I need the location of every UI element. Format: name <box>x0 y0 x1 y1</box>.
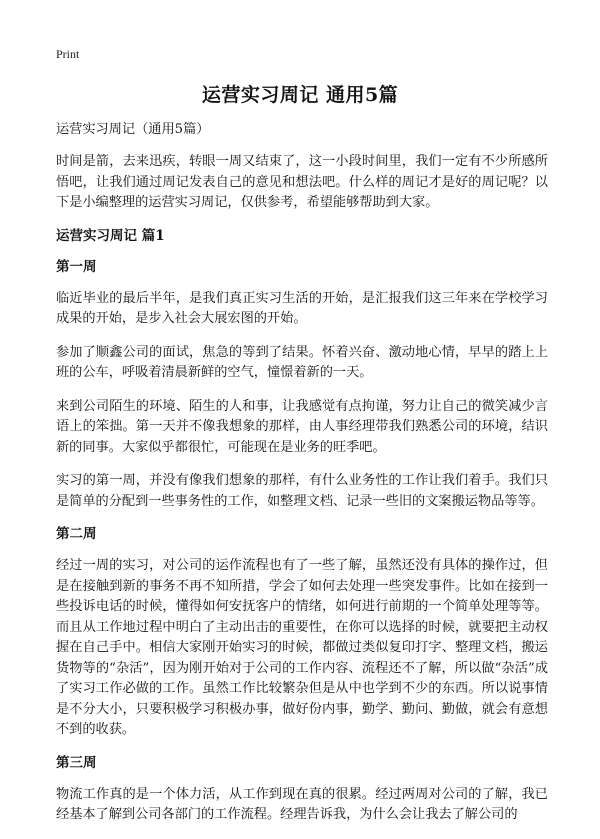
week-1-paragraph-2: 参加了顺鑫公司的面试，焦急的等到了结果。怀着兴奋、激动地心情，早早的踏上上班的公车，呼吸着清晨新鲜的空气，憧憬着新的一天。 <box>56 344 548 380</box>
week-2-paragraph-1: 经过一周的实习，对公司的运作流程也有了一些了解，虽然还没有具体的操作过，但是在接触到新的事务不再不知所措，学会了如何去处理一些突发事件。比如在接到一些投诉电话的时候，懂得如何安抚客户的情绪，如何进行前期的一个简单处理等等。而且从工作地过程中明白了主动出击的重要性，在你可以选择的时候，就要把主动权握在自己手中。相信大家刚开始实习的时候，都做过类似复印打字、整理文档，搬运货物等的“杂活”，因为刚开始对于公司的工作内容、流程还不了解，所以做“杂活”成了实习工作必做的工作。虽然工作比较繁杂但是从中也学到不少的东西。所以说事情是不分大小，只要积极学习积极办事，做好份内事，勤学、勤问、勤做，就会有意想不到的收获。 <box>56 558 548 737</box>
week-3-heading: 第三周 <box>56 754 97 771</box>
week-1-paragraph-1: 临近毕业的最后半年，是我们真正实习生活的开始，是汇报我们这三年来在学校学习成果的开始，是步入社会大展宏图的开始。 <box>56 290 548 326</box>
page-title: 运营实习周记 通用5篇 <box>201 84 399 106</box>
week-1-paragraph-4: 实习的第一周，并没有像我们想象的那样，有什么业务性的工作让我们着手。我们只是简单的分配到一些事务性的工作，如整理文档、记录一些旧的文案搬运物品等等。 <box>56 473 548 509</box>
week-3-paragraph-1: 物流工作真的是一个体力活，从工作到现在真的很累。经过两周对公司的了解，我已经基本了解到公司各部门的工作流程。经理告诉我，为什么会让我去了解公司的 <box>56 786 548 822</box>
document-body <box>56 120 548 839</box>
document-subtitle: 运营实习周记（通用5篇） <box>56 122 210 137</box>
print-link[interactable]: Print <box>56 47 80 61</box>
week-2-heading: 第二周 <box>56 526 97 542</box>
week-1-heading: 第一周 <box>56 258 97 275</box>
intro-paragraph: 时间是箭，去来迅疾，转眼一周又结束了，这一小段时间里，我们一定有不少所感所悟吧，让我们通过周记发表自己的意见和想法吧。什么样的周记才是好的周记呢？以下是小编整理的运营实习周记，仅供参考，希望能够帮助到大家。 <box>56 154 548 210</box>
week-1-paragraph-3: 来到公司陌生的环境、陌生的人和事，让我感觉有点拘谨，努力让自己的微笑减少言语上的笨拙。第一天并不像我想象的那样，由人事经理带我们熟悉公司的环境，结识新的同事。大家似乎都很忙，可能现在是业务的旺季吧。 <box>56 398 548 455</box>
section-title: 运营实习周记 篇1 <box>56 227 165 244</box>
